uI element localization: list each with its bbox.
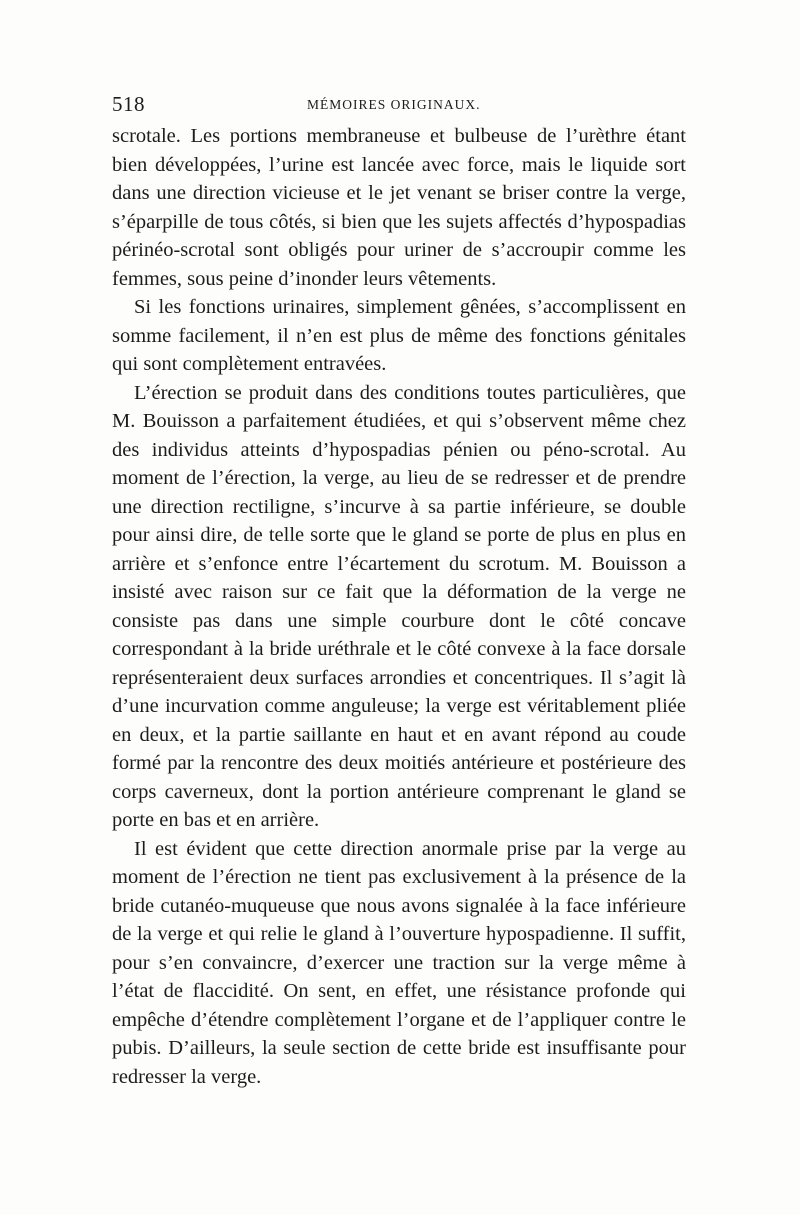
running-title: MÉMOIRES ORIGINAUX. <box>307 97 481 112</box>
paragraph-urinary-functions: Si les fonctions urinaires, simplement gênées, s’accomplissent en somme facilement, il n’en est plus de même des fonctions génitales qui sont complètement entravées. <box>112 296 686 375</box>
body-text <box>112 122 686 1091</box>
page-number: 518 <box>112 92 145 116</box>
book-page <box>112 92 686 1091</box>
paragraph-erection: L’érection se produit dans des conditions toutes particulières, que M. Bouisson a parfaitement étudiées, et qui s’observent même chez des individus atteints d’hypospadias pénien ou péno-scrotal. Au moment de l’érection, la verge, au lieu de se redresser et de prendre une direction rectiligne, s’incurve à sa partie inférieure, se double pour ainsi dire, de telle sorte que le gland se porte de plus en plus en arrière et s’enfonce entre l’écartement du scrotum. M. Bouisson a insisté avec raison sur ce fait que la déformation de la verge ne consiste pas dans une simple courbure dont le côté concave correspondant à la bride uréthrale et le côté convexe à la face dorsale représenteraient deux surfaces arrondies et concentriques. Il s’agit là d’une incurvation comme anguleuse; la verge est véritablement pliée en deux, et la partie saillante en haut et en avant répond au coude formé par la rencontre des deux moitiés antérieure et postérieure des corps caverneux, dont la portion antérieure comprenant le gland se porte en bas et en arrière. <box>112 381 686 831</box>
running-head <box>112 92 686 122</box>
paragraph-abnormal-direction: Il est évident que cette direction anormale prise par la verge au moment de l’érection ne tient pas exclusivement à la présence de la bride cutanéo-muqueuse que nous avons signalée à la face inférieure de la verge et qui relie le gland à l’ouverture hypospadienne. Il suffit, pour s’en convaincre, d’exercer une traction sur la verge même à l’état de flaccidité. On sent, en effet, une résistance profonde qui empêche d’étendre complètement l’organe et de l’appliquer contre le pubis. D’ailleurs, la seule section de cette bride est insuffisante pour redresser la verge. <box>112 837 686 1088</box>
paragraph-continued: scrotale. Les portions membraneuse et bulbeuse de l’urèthre étant bien développées, l’urine est lancée avec force, mais le liquide sort dans une direction vicieuse et le jet venant se briser contre la verge, s’éparpille de tous côtés, si bien que les sujets affectés d’hypospadias périnéo-scrotal sont obligés pour uriner de s’accroupir comme les femmes, sous peine d’inonder leurs vêtements. <box>112 125 686 290</box>
